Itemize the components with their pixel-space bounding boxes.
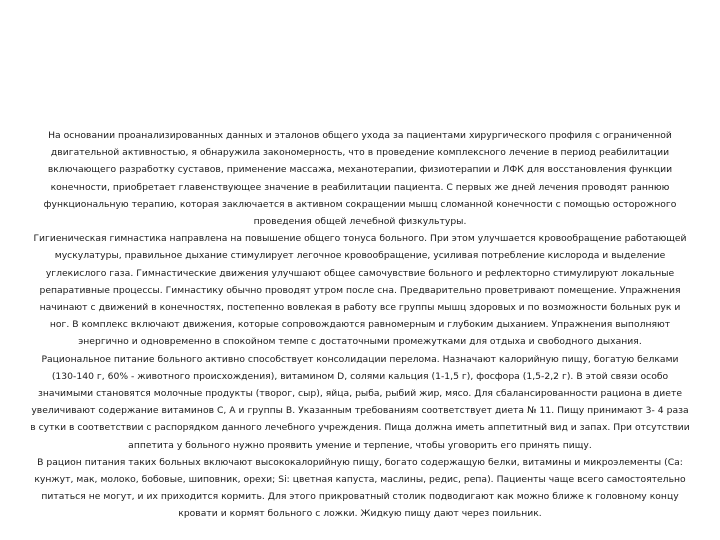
slide-body: [30, 127, 690, 523]
paragraph-hygienic-gymnastics: Гигиеническая гимнастика направлена на повышение общего тонуса больного. При этом улучшается кровообращение работающей мускулатуры, правильное дыхание стимулирует легочное кровообращение, усиливая потребление кислорода и выделение углекислого газа. Гимнастические движения улучшают общее самочувствие больного и рефлекторно стимулируют локальные репаративные процессы. Гимнастику обычно проводят утром после сна. Предварительно проветривают помещение. Упражнения начинают с движений в конечностях, постепенно вовлекая в работу все группы мышц здоровых и по возможности больных рук и ног. В комплекс включают движения, которые сопровождаются равномерным и глубоким дыханием. Упражнения выполняют энергично и одновременно в спокойном темпе с достаточными промежутками для отдыха и свободного дыхания.: [33, 233, 687, 348]
paragraph-rational-nutrition: Рациональное питание больного активно способствует консолидации перелома. Назначают калорийную пищу, богатую белками (130-140 г, 60% - животного происхождения), витамином D, солями кальция (1-1,5 г), фосфора (1,5-2,2 г). В этой связи особо значимыми становятся молочные продукты (творог, сыр), яйца, рыба, рыбий жир, мясо. Для сбалансированности рациона в диете увеличивают содержание витаминов С, А и группы В. Указанным требованиям соответствует диета № 11. Пищу принимают 3- 4 раза в сутки в соответствии с распорядком данного лечебного учреждения. Пища должна иметь аппетитный вид и запах. При отсутствии аппетита у больного нужно проявить умение и терпение, чтобы уговорить его принять пищу.: [30, 353, 690, 451]
paragraph-rehabilitation: На основании проанализированных данных и эталонов общего ухода за пациентами хирургического профиля с ограниченной двигательной активностью, я обнаружила закономерность, что в проведение комплексного лечение в период реабилитации включающего разработку суставов, применение массажа, механотерапии, физиотерапии и ЛФК для восстановления функции конечности, приобретает главенствующее значение в реабилитации пациента. С первых же дней лечения проводят раннюю функциональную терапию, которая заключается в активном сокращении мышц сломанной конечности с помощью осторожного проведения общей лечебной физкультуры.: [43, 130, 677, 228]
paragraph-feeding: В рацион питания таких больных включают высококалорийную пищу, богато содержащую белки, витамины и микроэлементы (Са: кунжут, мак, молоко, бобовые, шиповник, орехи; Si: цветная капуста, маслины, редис, репа). Пациенты чаще всего самостоятельно питаться не могут, и их приходится кормить. Для этого прикроватный столик подводигают как можно ближе к головному концу кровати и кормят больного с ложки. Жидкую пищу дают через поильник.: [34, 456, 686, 520]
